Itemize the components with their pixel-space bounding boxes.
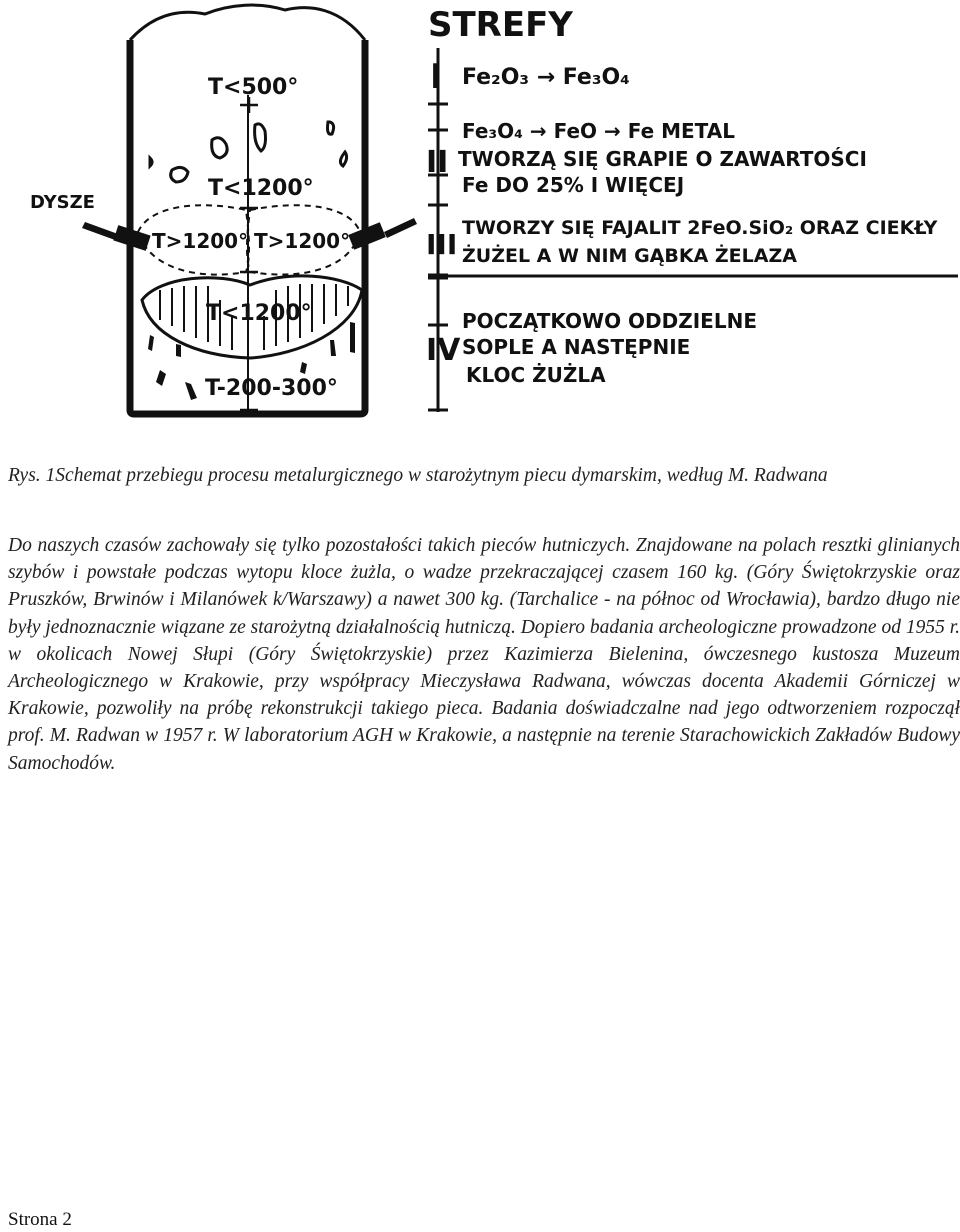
charge-top [130,5,365,40]
page-number: Strona 2 [8,1209,72,1230]
temp-label-left-nozzle: T>1200° [152,229,249,253]
body-paragraph: Do naszych czasów zachowały się tylko pozostałości takich pieców hutniczych. Znajdowane na polach resztki glinianych szybów i powstałe podczas wytopu kloce żużla, o wadze przekraczającej czasem 160 kg. (Góry Świętokrzyskie oraz Pruszków, Brwinów i Milanówek k/Warszawy) a nawet 300 kg. (Tarchalice - na północ od Wrocławia), bardzo długo nie były jednoznacznie wiązane ze starożytną działalnością hutniczą. Dopiero badania archeologiczne prowadzone od 1955 r. w okolicach Nowej Słupi (Góry Świętokrzyskie) przez Kazimierza Bielenina, ówczesnego kustosza Muzeum Archeologicznego w Krakowie, przy współpracy Mieczysława Radwana, wówczas docenta Akademii Górniczej w Krakowie, pozwoliły na próbę rekonstrukcji takiego pieca. Badania doświadczalne nad jego odtworzeniem rozpoczął prof. M. Radwan w 1957 r. W laboratorium AGH w Krakowie, a następnie na terenie Starachowickich Zakładów Budowy Samochodów. [8,535,960,774]
nozzles-label: DYSZE [30,192,95,213]
zone-3-numeral: III [426,228,458,261]
furnace-diagram [0,0,960,420]
zone-1-line-1: Fe₂O₃ → Fe₃O₄ [462,65,630,90]
zone-4-line-1: POCZĄTKOWO ODDZIELNE [462,309,757,333]
zones-title: STREFY [428,5,573,45]
temp-label-bottom: T-200-300° [205,376,338,401]
zone-1-numeral: I [430,57,443,97]
temp-label-right-nozzle: T>1200° [254,229,351,253]
temp-label-middle: T<1200° [208,176,314,201]
temp-label-slag: T<1200° [206,301,312,326]
zone-3-line-1: TWORZY SIĘ FAJALIT 2FeO.SiO₂ ORAZ CIEKŁY [462,217,938,239]
temp-label-top: T<500° [208,75,299,100]
zone-4-line-3: KLOC ŻUŻLA [466,363,606,387]
figure-caption: Rys. 1Schemat przebiegu procesu metalurgicznego w starożytnym piecu dymarskim, według M. Radwana [8,465,828,486]
zone-2-line-2: TWORZĄ SIĘ GRAPIE O ZAWARTOŚCI [458,147,867,171]
furnace-diagram-svg [0,0,960,420]
zone-2-line-1: Fe₃O₄ → FeO → Fe METAL [462,119,735,143]
zone-2-numeral: II [426,145,449,180]
zone-4-line-2: SOPLE A NASTĘPNIE [462,335,691,359]
zone-4-numeral: IV [426,333,461,368]
zone-3-line-2: ŻUŻEL A W NIM GĄBKA ŻELAZA [462,245,797,267]
zone-2-line-3: Fe DO 25% I WIĘCEJ [462,173,685,197]
